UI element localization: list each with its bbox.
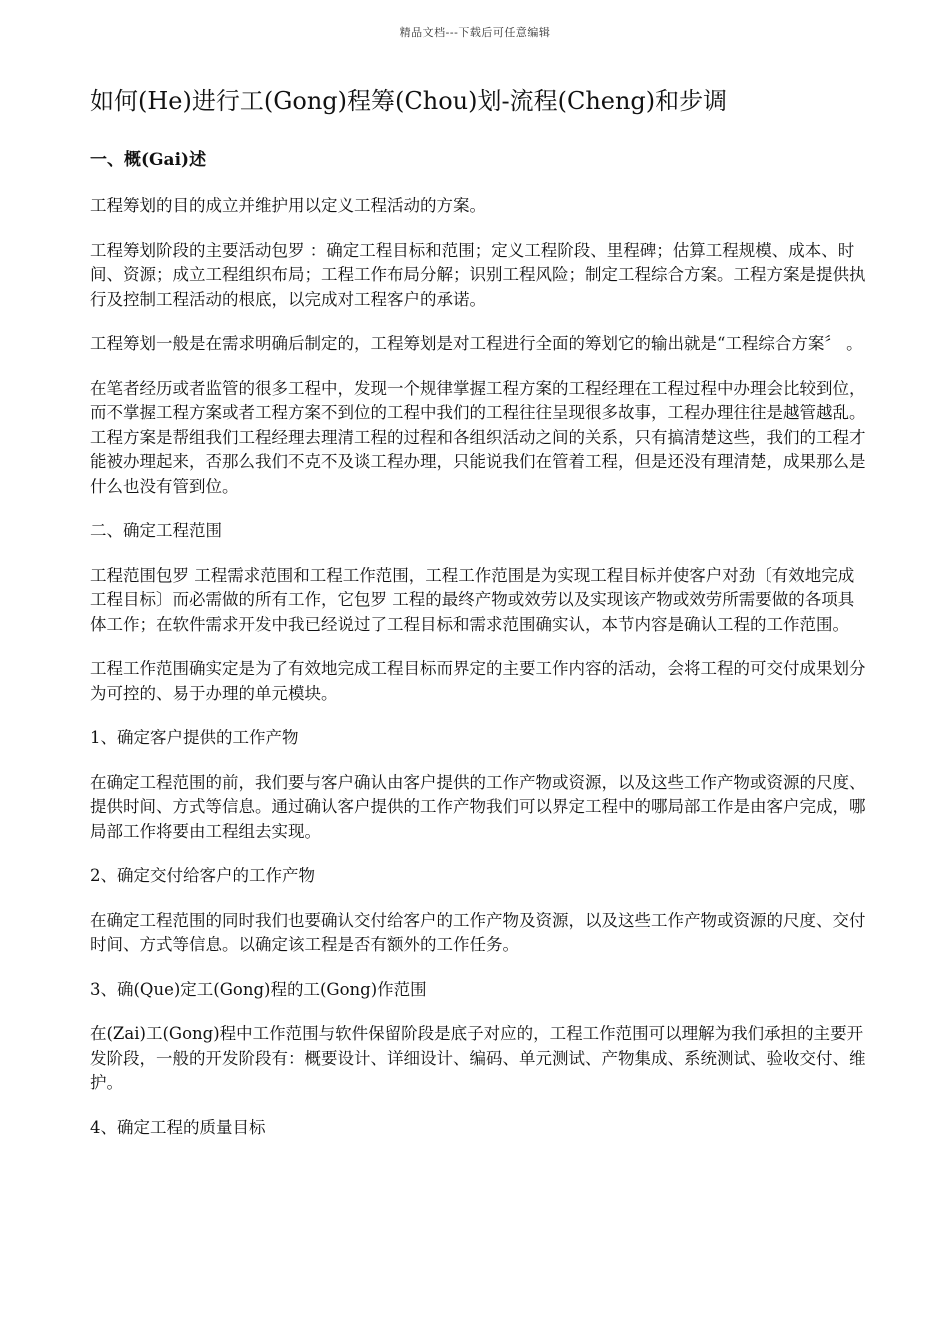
paragraph-experience: 在笔者经历或者监管的很多工程中，发现一个规律掌握工程方案的工程经理在工程过程中办理会比较到位，而不掌握工程方案或者工程方案不到位的工程中我们的工程往往呈现很多故事，工程办理往往是越管越乱。工程方案是帮组我们工程经理去理清工程的过程和各组织活动之间的关系，只有搞清楚这些，我们的工程才能被办理起来，否那么我们不克不及谈工程办理，只能说我们在管着工程，但是还没有理清楚，成果那么是什么也没有管到位。 — [90, 378, 866, 496]
page-header-note: 精品文档---下载后可任意编辑 — [399, 26, 551, 39]
paragraph-customer-provided: 在确定工程范围的前，我们要与客户确认由客户提供的工作产物或资源，以及这些工作产物或资源的尺度、提供时间、方式等信息。通过确认客户提供的工作产物我们可以界定工程中的哪局部工作是由客户完成，哪局部工作将要由工程组去实现。 — [90, 772, 866, 841]
subheading-deliverables: 2、确定交付给客户的工作产物 — [90, 866, 315, 885]
section-heading-scope: 二、确定工程范围 — [90, 521, 222, 540]
paragraph-work-scope: 在(Zai)工(Gong)程中工作范围与软件保留阶段是底子对应的，工程工作范围可以理解为我们承担的主要开发阶段，一般的开发阶段有：概要设计、详细设计、编码、单元测试、产物集成、系统测试、验收交付、维护。 — [90, 1024, 866, 1092]
paragraph-scope-definition: 工程范围包罗 工程需求范围和工程工作范围，工程工作范围是为实现工程目标并使客户对劲〔有效地完成工程目标〕而必需做的所有工作，它包罗 工程的最终产物或效劳以及实现该产物或效劳所需要做的各项具体工作；在软件需求开发中我已经说过了工程目标和需求范围确实认，本节内容是确认工程的工作范围。 — [90, 565, 855, 634]
paragraph-main-activities: 工程筹划阶段的主要活动包罗 ：确定工程目标和范围；定义工程阶段、里程碑；估算工程规模、成本、时间、资源；成立工程组织布局；工程工作布局分解；识别工程风险；制定工程综合方案。工程方案是提供执行及控制工程活动的根底，以完成对工程客户的承诺。 — [90, 240, 866, 309]
section-heading-overview: 一、概(Gai)述 — [90, 150, 207, 170]
paragraph-planning-timing: 工程筹划一般是在需求明确后制定的，工程筹划是对工程进行全面的筹划它的输出就是“工程综合方案〞 。 — [90, 334, 863, 353]
paragraph-scope-purpose: 工程工作范围确实定是为了有效地完成工程目标而界定的主要工作内容的活动，会将工程的可交付成果划分为可控的、易于办理的单元模块。 — [90, 659, 866, 703]
subheading-quality-goals: 4、确定工程的质量目标 — [90, 1117, 266, 1137]
document-body — [90, 84, 870, 1160]
subheading-customer-provided: 1、确定客户提供的工作产物 — [90, 728, 299, 747]
paragraph-deliverables: 在确定工程范围的同时我们也要确认交付给客户的工作产物及资源，以及这些工作产物或资源的尺度、交付时间、方式等信息。以确定该工程是否有额外的工作任务。 — [90, 910, 866, 954]
document-title: 如何(He)进行工(Gong)程筹(Chou)划-流程(Cheng)和步调 — [90, 87, 728, 115]
subheading-work-scope: 3、确(Que)定工(Gong)程的工(Gong)作范围 — [90, 979, 427, 999]
paragraph-purpose: 工程筹划的目的成立并维护用以定义工程活动的方案。 — [90, 196, 486, 215]
